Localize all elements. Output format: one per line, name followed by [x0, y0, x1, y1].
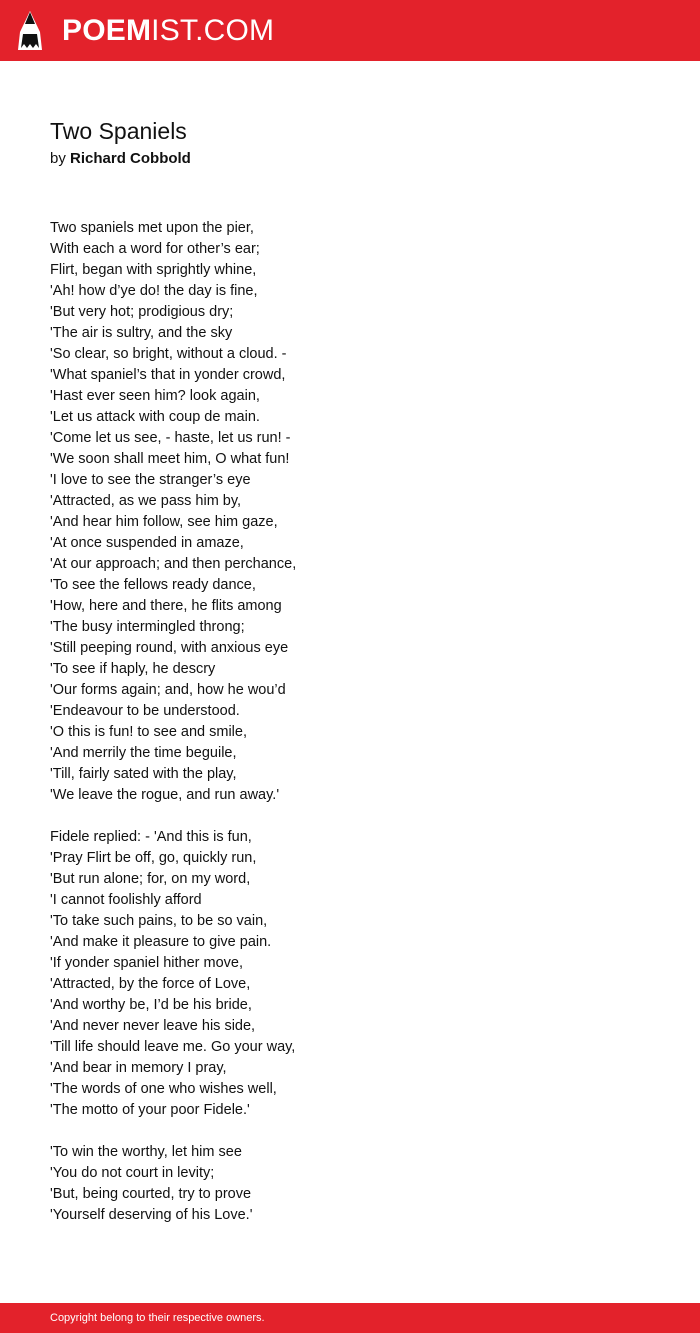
- poem-line: 'To take such pains, to be so vain,: [50, 913, 268, 929]
- poem-line: Fidele replied: - 'And this is fun,: [50, 829, 252, 845]
- poem-line: 'Our forms again; and, how he wou’d: [50, 682, 286, 698]
- byline: [50, 148, 191, 170]
- poem-line: 'Ah! how d’ye do! the day is fine,: [50, 283, 258, 299]
- site-logo-link[interactable]: [62, 13, 274, 49]
- poem-line: 'O this is fun! to see and smile,: [50, 724, 247, 740]
- poem-line: 'But, being courted, try to prove: [50, 1186, 252, 1202]
- poem-line: 'Endeavour to be understood.: [50, 703, 240, 719]
- poem-line: 'To see if haply, he descry: [50, 661, 216, 677]
- poem-line: 'The motto of your poor Fidele.': [50, 1102, 250, 1118]
- poem-line: 'Attracted, as we pass him by,: [50, 493, 242, 509]
- poem-line: 'Let us attack with coup de main.: [50, 409, 260, 425]
- poem-line: 'To see the fellows ready dance,: [50, 577, 256, 593]
- poem-line: 'Till life should leave me. Go your way,: [50, 1039, 296, 1055]
- poem-line: 'But very hot; prodigious dry;: [50, 304, 234, 320]
- poem-line: Flirt, began with sprightly whine,: [50, 262, 257, 278]
- poem-line: 'To win the worthy, let him see: [50, 1144, 242, 1160]
- poem-line: 'And never never leave his side,: [50, 1018, 256, 1034]
- brand-rest-text: IST.COM: [151, 14, 275, 47]
- poem-line: 'I love to see the stranger’s eye: [50, 472, 251, 488]
- poem-line: 'And worthy be, I’d be his bride,: [50, 997, 252, 1013]
- poem-line: 'Come let us see, - haste, let us run! -: [50, 430, 291, 446]
- poem-line: 'The air is sultry, and the sky: [50, 325, 233, 341]
- footer-bar: [0, 1303, 700, 1333]
- poem-line: 'I cannot foolishly afford: [50, 892, 202, 908]
- poem-line: 'We soon shall meet him, O what fun!: [50, 451, 290, 467]
- poem-line: 'We leave the rogue, and run away.': [50, 787, 280, 803]
- poem-line: 'The words of one who wishes well,: [50, 1081, 277, 1097]
- poem-line: 'But run alone; for, on my word,: [50, 871, 251, 887]
- poem-line: 'So clear, so bright, without a cloud. -: [50, 346, 287, 362]
- poem-stanza: [50, 1142, 650, 1226]
- poem-line: 'The busy intermingled throng;: [50, 619, 245, 635]
- poem-line: 'And hear him follow, see him gaze,: [50, 514, 278, 530]
- poem-line: 'And merrily the time beguile,: [50, 745, 237, 761]
- poem-line: 'If yonder spaniel hither move,: [50, 955, 243, 971]
- poem-line: 'Till, fairly sated with the play,: [50, 766, 237, 782]
- poem-line: 'At once suspended in amaze,: [50, 535, 244, 551]
- author-name: Richard Cobbold: [70, 150, 191, 167]
- poem-line: 'And make it pleasure to give pain.: [50, 934, 272, 950]
- poem-line: 'Still peeping round, with anxious eye: [50, 640, 289, 656]
- poem-line: 'Yourself deserving of his Love.': [50, 1207, 253, 1223]
- poem-line: 'Pray Flirt be off, go, quickly run,: [50, 850, 257, 866]
- poem-line: 'Hast ever seen him? look again,: [50, 388, 260, 404]
- brand-bold-text: POEM: [62, 14, 152, 47]
- poem-line: 'What spaniel’s that in yonder crowd,: [50, 367, 286, 383]
- by-label: by: [50, 150, 66, 167]
- poem-line: Two spaniels met upon the pier,: [50, 220, 254, 236]
- poem-stanza: [50, 218, 650, 806]
- top-bar: [0, 0, 700, 61]
- poem-line: With each a word for other’s ear;: [50, 241, 260, 257]
- poem-stanza: [50, 827, 650, 1121]
- pen-nib-icon[interactable]: [17, 10, 43, 51]
- poem-line: 'Attracted, by the force of Love,: [50, 976, 251, 992]
- poem-line: 'How, here and there, he flits among: [50, 598, 282, 614]
- poem-line: 'At our approach; and then perchance,: [50, 556, 297, 572]
- poem-line: 'And bear in memory I pray,: [50, 1060, 227, 1076]
- copyright-text: Copyright belong to their respective owners.: [50, 1312, 265, 1324]
- poem-body: [50, 218, 650, 1247]
- poem-line: 'You do not court in levity;: [50, 1165, 215, 1181]
- poem-title: Two Spaniels: [50, 118, 187, 144]
